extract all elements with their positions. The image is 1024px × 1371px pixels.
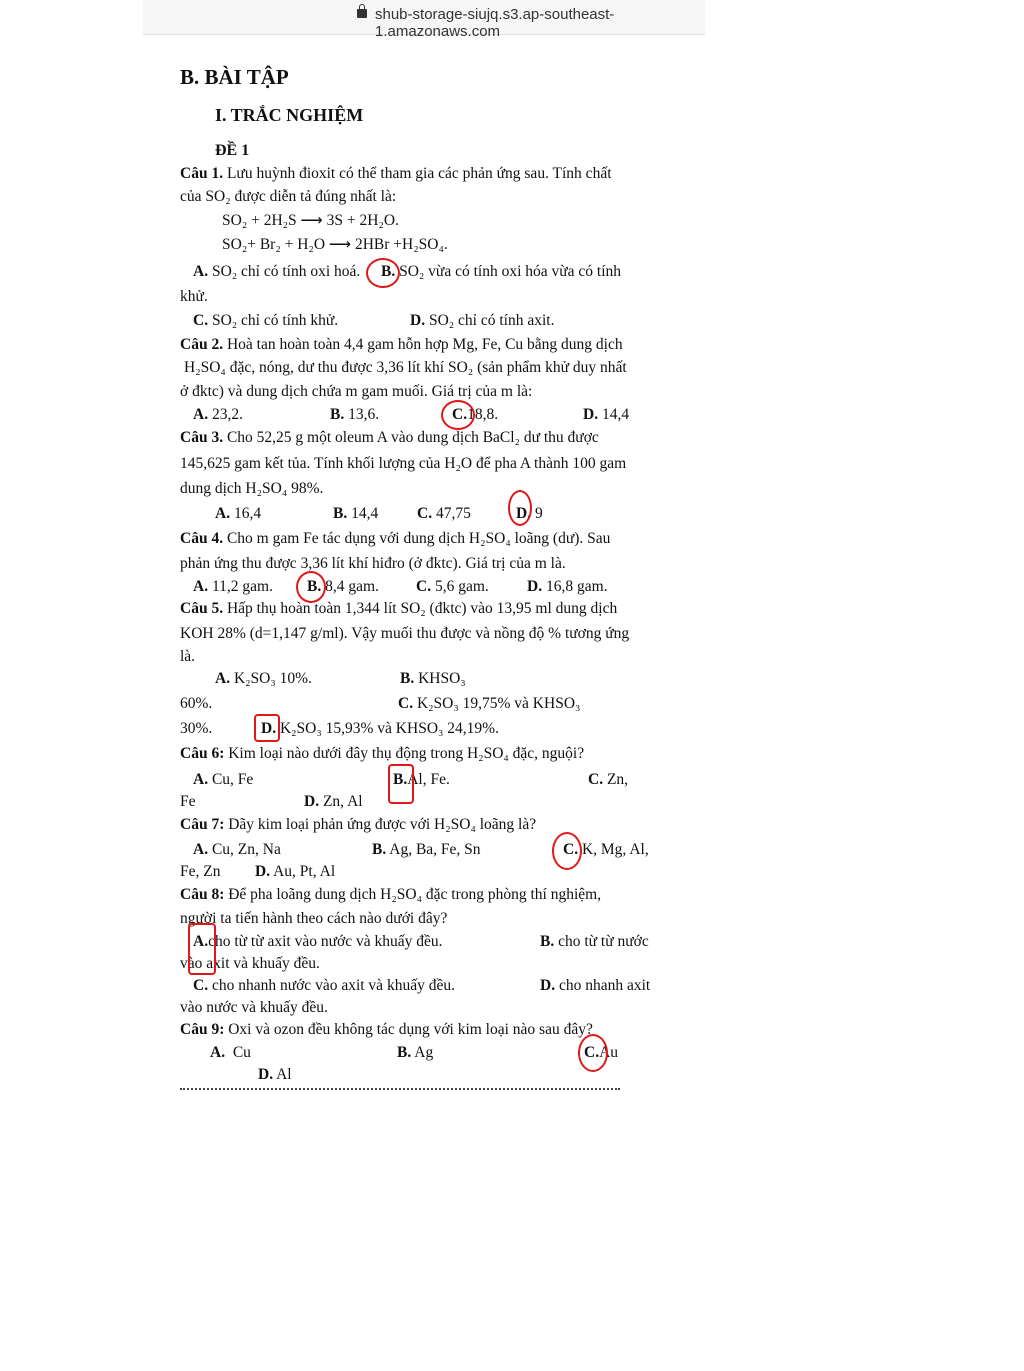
- q1-option-d: D. SO₂ chỉ có tính axit.: [410, 312, 555, 329]
- q1-equation1: SO₂ + 2H₂S ⟶ 3S + 2H₂O.: [222, 212, 399, 229]
- q2-option-c: C.18,8.: [452, 406, 499, 423]
- q3-line1: Câu 3. Cho 52,25 g một oleum A vào dung dịch BaCl₂ dư thu được: [180, 429, 599, 446]
- q1-text1: Lưu huỳnh đioxit có thể tham gia các phản ứng sau. Tính chất: [223, 165, 612, 182]
- q6-option-c: C. Zn,: [588, 771, 629, 788]
- q4-line2: phản ứng thu được 3,36 lít khí hiđro (ở đktc). Giá trị của m là.: [180, 555, 566, 572]
- q2-option-b: B. 13,6.: [330, 406, 380, 423]
- q5-line2: KOH 28% (d=1,147 g/ml). Vậy muối thu được và nồng độ % tương ứng: [180, 625, 630, 642]
- q8-option-c: C. cho nhanh nước vào axit và khuấy đều.: [193, 977, 455, 994]
- q3-option-a: A. 16,4: [215, 505, 262, 522]
- q6-option-d: D. Zn, Al: [304, 793, 363, 810]
- answer-mark-q8: [188, 923, 216, 975]
- answer-mark-q7: [552, 832, 582, 870]
- q8-option-b-cont: vào axit và khuấy đều.: [180, 955, 320, 972]
- answer-mark-q3: [508, 490, 532, 526]
- answer-mark-q1: [366, 258, 400, 288]
- q2-line1: Câu 2. Hoà tan hoàn toàn 4,4 gam hỗn hợp Mg, Fe, Cu bằng dung dịch: [180, 336, 623, 353]
- q1-option-b-cont: khử.: [180, 288, 208, 305]
- q5-line1: Câu 5. Hấp thụ hoàn toàn 1,344 lít SO₂ (đktc) vào 13,95 ml dung dịch: [180, 600, 618, 617]
- q7-option-c-cont: Fe, Zn: [180, 863, 221, 880]
- q2-option-d: D. 14,4: [583, 406, 630, 423]
- q4-option-c: C. 5,6 gam.: [416, 578, 489, 595]
- q2-option-a: A. 23,2.: [193, 406, 243, 423]
- q3-option-b: B. 14,4: [333, 505, 379, 522]
- answer-mark-q5: [254, 714, 280, 742]
- subsection-title: I. TRẮC NGHIỆM: [215, 105, 364, 125]
- q4-option-d: D. 16,8 gam.: [527, 578, 608, 595]
- q4-line1: Câu 4. Cho m gam Fe tác dụng với dung dịch H₂SO₄ loãng (dư). Sau: [180, 530, 611, 547]
- q3-line2: 145,625 gam kết tủa. Tính khối lượng của H₂O để pha A thành 100 gam: [180, 455, 627, 472]
- q6-option-a: A. Cu, Fe: [193, 771, 254, 788]
- q1-line1: [180, 165, 612, 183]
- q6-option-b: B.Al, Fe.: [393, 771, 450, 788]
- q8-option-a: A.cho từ từ axit vào nước và khuấy đều.: [193, 933, 443, 950]
- section-title: B. BÀI TẬP: [180, 65, 289, 89]
- q5-option-a: A. K₂SO₃ 10%.: [215, 670, 312, 687]
- q2-line3: ở đktc) và dung dịch chứa m gam muối. Giá trị của m là:: [180, 383, 533, 400]
- q8-option-d-cont: vào nước và khuấy đều.: [180, 999, 328, 1016]
- q8-option-b: B. cho từ từ nước: [540, 933, 649, 950]
- q1-label: Câu 1.: [180, 165, 224, 182]
- q7-option-d: D. Au, Pt, Al: [255, 863, 336, 880]
- exam-title: ĐỀ 1: [215, 142, 250, 159]
- q8-line1: Câu 8: Để pha loãng dung dịch H₂SO₄ đặc trong phòng thí nghiệm,: [180, 886, 602, 903]
- q8-option-d: D. cho nhanh axit: [540, 977, 651, 994]
- q1-option-c: C. SO₂ chỉ có tính khử.: [193, 312, 339, 329]
- answer-mark-q6: [388, 764, 414, 804]
- q5-option-b-cont: 60%.: [180, 695, 213, 712]
- q6-option-c-cont: Fe: [180, 793, 196, 810]
- q5-option-b: B. KHSO₃: [400, 670, 466, 687]
- q9-option-a: A. Cu: [210, 1044, 251, 1061]
- q7-question: Câu 7: Dãy kim loại phản ứng được với H₂SO₄ loãng là?: [180, 816, 537, 833]
- q3-option-d: D. 9: [516, 505, 543, 522]
- q9-question: Câu 9: Oxi và ozon đều không tác dụng với kim loại nào sau đây?: [180, 1021, 593, 1038]
- q9-option-c: C.Au: [584, 1044, 619, 1061]
- q7-option-c: C. K, Mg, Al,: [563, 841, 649, 858]
- q3-line3: dung dịch H₂SO₄ 98%.: [180, 480, 324, 497]
- q5-option-c-cont: 30%.: [180, 720, 213, 737]
- q4-option-b: B. 8,4 gam.: [307, 578, 379, 595]
- q5-option-d: D. K₂SO₃ 15,93% và KHSO₃ 24,19%.: [261, 720, 499, 737]
- q4-option-a: A. 11,2 gam.: [193, 578, 273, 595]
- cut-off-line: [180, 1086, 620, 1092]
- answer-mark-q2: [441, 400, 475, 430]
- q6-question: Câu 6: Kim loại nào dưới đây thụ động trong H₂SO₄ đặc, nguội?: [180, 745, 585, 762]
- q9-option-b: B. Ag: [397, 1044, 434, 1061]
- q2-line2: H₂SO₄ đặc, nóng, dư thu được 3,36 lít khí SO₂ (sản phẩm khử duy nhất: [184, 359, 627, 376]
- q9-option-d: D. Al: [258, 1066, 292, 1083]
- url-text: shub-storage-siujq.s3.ap-southeast-1.amazonaws.com: [375, 6, 615, 40]
- q3-option-c: C. 47,75: [417, 505, 471, 522]
- q1-option-b: B. SO₂ vừa có tính oxi hóa vừa có tính: [381, 263, 622, 280]
- q1-option-a: A. SO₂ chỉ có tính oxi hoá.: [193, 263, 361, 280]
- q1-equation2: SO₂+ Br₂ + H₂O ⟶ 2HBr +H₂SO₄.: [222, 236, 448, 253]
- answer-mark-q9: [578, 1034, 608, 1072]
- q8-line2: người ta tiến hành theo cách nào dưới đây?: [180, 910, 448, 927]
- q7-option-a: A. Cu, Zn, Na: [193, 841, 281, 858]
- q5-option-c: C. K₂SO₃ 19,75% và KHSO₃: [398, 695, 581, 712]
- q1-line2: của SO₂ được diễn tả đúng nhất là:: [180, 188, 397, 205]
- q5-line3: là.: [180, 648, 196, 665]
- q7-option-b: B. Ag, Ba, Fe, Sn: [372, 841, 481, 858]
- answer-mark-q4: [296, 571, 326, 603]
